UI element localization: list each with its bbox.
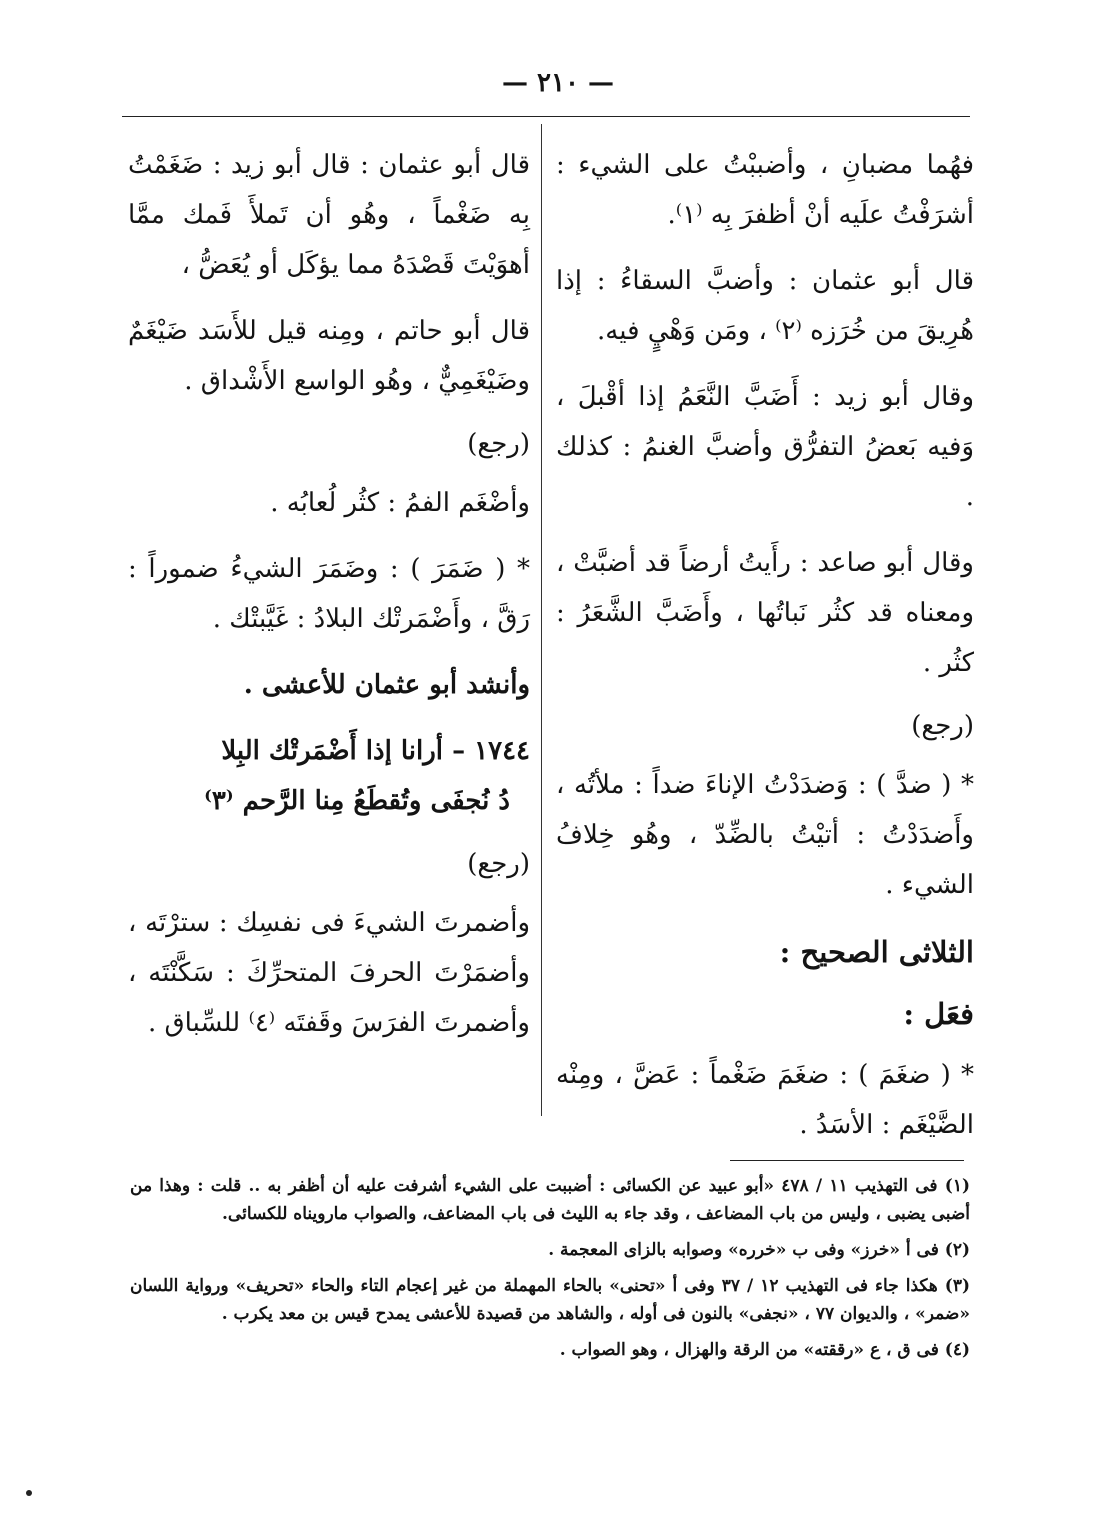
section-subheading: فعَل : — [903, 997, 974, 1031]
section-heading: الثلاثى الصحيح : — [779, 935, 974, 969]
right-column — [556, 140, 974, 1166]
paragraph: وأضمرتَ الشيءَ فى نفسِك : سترْتَه ، وأضمَرْتَ الحرفَ المتحرِّكَ : سَكَّنْتَه ، وأضمرتَ الفرَسَ وقَفتَه ⁽٤⁾ للسِّباق . — [128, 908, 530, 1038]
header-rule — [122, 116, 970, 117]
footnotes — [130, 1172, 970, 1372]
verse-line-2: دُ نُجفَى وتُقطَعُ مِنا الرَّحم ⁽٣⁾ — [204, 786, 510, 816]
footnote-rule — [730, 1160, 964, 1161]
paragraph: * ( ضغَمَ ) : ضغَمَ ضَغْماً : عَضَّ ، ومِنْه الضَّيْغَم : الأسَدُ . — [556, 1060, 974, 1140]
left-column — [128, 140, 530, 1064]
verse-line-1: ١٧٤٤ – أرانا إذا أَضْمَرتْك البِلا — [221, 736, 530, 766]
ink-speck — [26, 1490, 32, 1496]
footnote-1: (١) فى التهذيب ١١ / ٤٧٨ «أبو عبيد عن الكسائى : أضببت على الشيء أشرفت عليه أن أظفر به .. قلت : وهذا من أضبى يضبى ، وليس من باب المضاعف ، وقد جاء به الليث فى باب المضاعف، والصواب مارويناه للكسائى. — [130, 1176, 971, 1224]
page-number: — ٢١٠ — — [501, 68, 615, 98]
paragraph: قال أبو عثمان : قال أبو زيد : ضَغَمْتُ بِه ضَغْماً ، وهُو أن تَملأَ فَمك ممَّا أهوَيْتَ قَصْدَهُ مما يؤكَل أو يُعَضُّ ، — [128, 150, 530, 280]
meter-note: (رجع) — [467, 429, 530, 459]
meter-note: (رجع) — [467, 849, 530, 879]
column-divider — [541, 124, 542, 1116]
paragraph: قال أبو حاتم ، ومِنه قيل للأَسَد ضَيْغَمٌ وضَيْغَمِيٌّ ، وهُو الواسع الأَشْداق . — [128, 316, 530, 396]
verse-intro: وأنشد أبو عثمان للأعشى . — [243, 670, 530, 700]
footnote-3: (٣) هكذا جاء فى التهذيب ١٢ / ٣٧ وفى أ «تحنى» بالحاء المهملة من غير إعجام التاء والحاء «تحريف» ورواية اللسان «ضمر» ، والديوان ٧٧ ، «نجفى» بالنون فى أوله ، والشاهد من قصيدة للأعشى يمدح قيس بن معد يكرب . — [130, 1276, 970, 1324]
paragraph: وأضْغَم الفمُ : كثُر لُعابُه . — [270, 488, 530, 518]
meter-note: (رجع) — [911, 711, 974, 741]
footnote-4: (٤) فى ق ، ع «رققته» من الرقة والهزال ، وهو الصواب . — [559, 1340, 970, 1360]
paragraph: قال أبو عثمان : وأضبَّ السقاءُ : إذا هُرِيقَ من خُرَزه ⁽٢⁾ ، ومَن وَهْيٍ فيه. — [556, 266, 974, 346]
paragraph: * ( ضدَّ ) : وَضدَدْتُ الإناءَ ضداً : ملأتُه ، وأَضدَدْتُ : أتيْتُ بالضِّدّ ، وهُو خِلافُ الشيء . — [556, 770, 974, 900]
paragraph: وقال أبو زيد : أَضَبَّ النَّعَمُ إذا أقْبلَ ، وَفيه بَعضُ التفرُّق وأضبَّ الغنمُ : كذلك . — [556, 382, 974, 512]
paragraph: فهُما مضبانِ ، وأضببْتُ على الشيء : أشرَفْتُ علَيه أنْ أظفرَ بِه ⁽١⁾. — [556, 150, 974, 230]
footnote-2: (٢) فى أ «خرز» وفى ب «خرره» وصوابه بالزاى المعجمة . — [548, 1240, 970, 1260]
paragraph: وقال أبو صاعد : رأَيتُ أرضاً قد أضبَّتْ ، ومعناه قد كثُر نَباتُها ، وأَضَبَّ الشَّعَرُ : كثُر . — [556, 548, 974, 678]
paragraph: * ( ضَمَرَ ) : وضَمَرَ الشيءُ ضموراً : رَقَّ ، وأَضْمَرتْك البلادُ : غَيَّبتْك . — [128, 554, 530, 634]
